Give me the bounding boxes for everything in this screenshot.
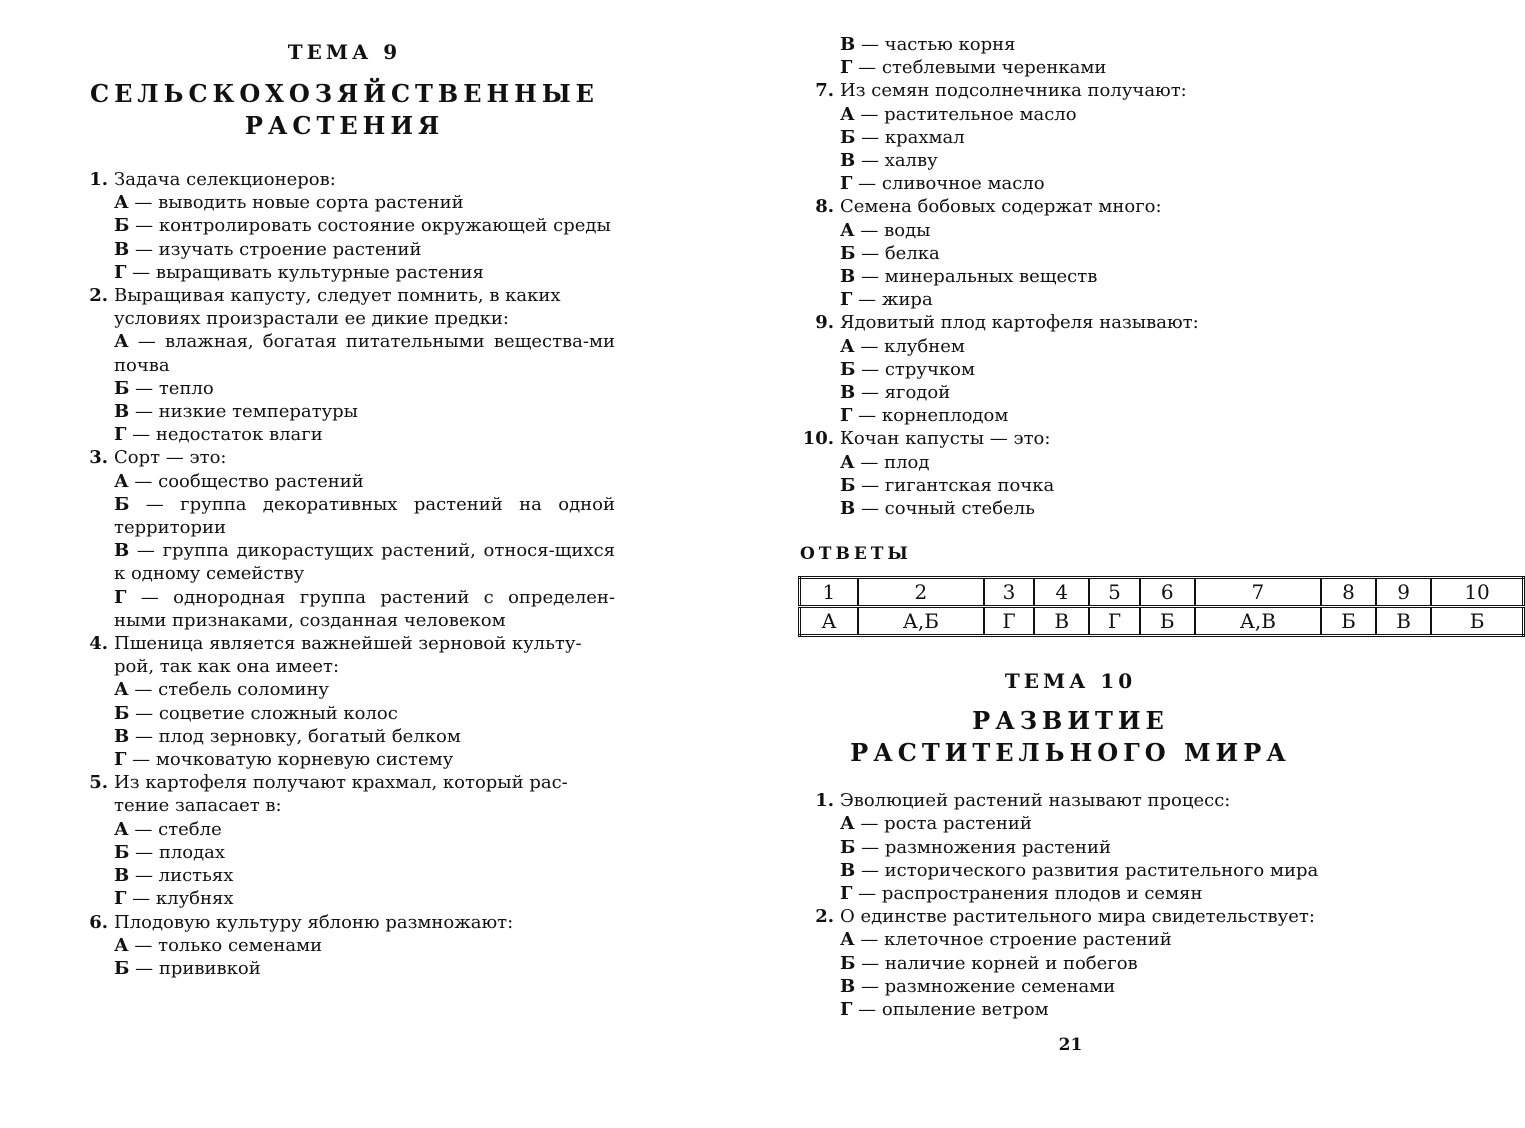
option-text: — корнеплодом: [852, 405, 1009, 427]
question-text: Эволюцией растений называют процесс:: [840, 790, 1231, 812]
option-letter: Б: [114, 841, 130, 863]
option-letter: А: [114, 679, 129, 701]
option: [114, 934, 615, 957]
option-letter: Г: [840, 57, 853, 79]
option-text: — изучать строение растений: [129, 238, 422, 260]
theme-title: [72, 78, 617, 142]
option: [840, 497, 1343, 520]
option-text: — воды: [854, 219, 931, 241]
option: [114, 470, 615, 493]
question-text: Семена бобовых содержат много:: [840, 196, 1162, 218]
option-letter: В: [114, 401, 130, 423]
option: [840, 975, 1343, 998]
option-text: — растительное масло: [854, 103, 1077, 125]
option-text: — минеральных веществ: [855, 266, 1098, 288]
question: [72, 168, 615, 284]
option-text: — прививкой: [129, 957, 261, 979]
option-letter: Г: [114, 586, 127, 608]
question: [798, 311, 1343, 427]
question-text: Сорт — это:: [114, 447, 227, 469]
option-text: — тепло: [129, 377, 214, 399]
question-number-cell: 5: [1089, 578, 1139, 607]
option-text: — клубнем: [854, 335, 965, 357]
answer-cell: Б: [1431, 607, 1523, 636]
option: [114, 238, 615, 261]
option: [114, 330, 615, 376]
option: [840, 242, 1343, 265]
option-letter: А: [114, 818, 129, 840]
theme-title: [798, 705, 1343, 769]
option: [114, 377, 615, 400]
option: [840, 126, 1343, 149]
option-letter: Б: [114, 957, 130, 979]
question-number-cell: 4: [1034, 578, 1089, 607]
option-text: — гигантская почка: [855, 474, 1055, 496]
answer-cell: В: [1376, 607, 1431, 636]
option-text: — сочный стебель: [855, 498, 1035, 520]
option: [840, 451, 1343, 474]
option-text: — группа декоративных растений на одной территории: [114, 493, 615, 539]
option-letter: Г: [114, 424, 127, 446]
option-letter: Г: [840, 883, 853, 905]
option: [840, 288, 1343, 311]
question-number-cell: 7: [1195, 578, 1321, 607]
answer-cell: Г: [984, 607, 1034, 636]
option-text: — стебель соломину: [128, 679, 330, 701]
option-text: — мочковатую корневую систему: [126, 749, 454, 771]
option: [840, 928, 1343, 951]
option-letter: Б: [840, 836, 856, 858]
question-number-cell: 2: [858, 578, 984, 607]
option-text: — наличие корней и побегов: [855, 952, 1138, 974]
option-text: — халву: [855, 150, 938, 172]
option-letter: В: [114, 238, 130, 260]
answer-cell: Г: [1089, 607, 1139, 636]
option: [114, 725, 615, 748]
option-letter: Б: [114, 702, 130, 724]
option-letter: В: [840, 382, 856, 404]
question-number: 3.: [89, 447, 108, 469]
option-text: — сливочное масло: [852, 173, 1045, 195]
option-text: — группа дикорастущих растений, относя-щихся к одному семейству: [114, 540, 615, 585]
option: [114, 818, 615, 841]
answers-numbers-row: [800, 578, 1524, 607]
question-number: 2.: [815, 906, 834, 928]
option: [114, 678, 615, 701]
option-letter: А: [840, 335, 855, 357]
option-letter: Г: [114, 261, 127, 283]
option: [840, 149, 1343, 172]
option-letter: Б: [114, 377, 130, 399]
option: [840, 381, 1343, 404]
question-list: [798, 789, 1343, 1021]
option-text: — ягодой: [855, 382, 951, 404]
option-letter: В: [840, 34, 856, 55]
option-letter: А: [114, 331, 129, 353]
question-number: 9.: [815, 312, 834, 334]
answer-cell: А,Б: [858, 607, 984, 636]
left-page: [72, 0, 617, 980]
answer-cell: Б: [1321, 607, 1376, 636]
question: [72, 446, 615, 632]
option: [840, 952, 1343, 975]
option-letter: Г: [114, 749, 127, 771]
option: [840, 33, 1343, 56]
question: [798, 427, 1343, 520]
option: [114, 841, 615, 864]
option-text: — роста растений: [854, 813, 1032, 835]
question-text: Из картофеля получают крахмал, который рас-тение запасает в:: [114, 772, 568, 817]
answer-cell: А,В: [1195, 607, 1321, 636]
answer-cell: В: [1034, 607, 1089, 636]
option-letter: В: [114, 540, 130, 562]
option-text: — опыление ветром: [852, 999, 1049, 1021]
option-letter: В: [840, 859, 856, 881]
option-letter: А: [840, 929, 855, 951]
question-text: Плодовую культуру яблоню размножают:: [114, 911, 514, 933]
question: [72, 771, 615, 910]
option-text: — влажная, богатая питательными вещества-ми почва: [114, 331, 615, 376]
answer-cell: А: [800, 607, 858, 636]
option-text: — клубнях: [126, 888, 234, 910]
option-text: — однородная группа растений с определен-ными признаками, созданная человеком: [114, 586, 615, 631]
option-letter: Г: [840, 405, 853, 427]
option: [840, 836, 1343, 859]
option-text: — плод: [854, 451, 930, 473]
option-text: — недостаток влаги: [126, 424, 323, 446]
option: [114, 887, 615, 910]
question-number: 2.: [89, 285, 108, 307]
question-list: [798, 79, 1343, 520]
option: [114, 214, 615, 237]
option: [114, 957, 615, 980]
option: [840, 474, 1343, 497]
option-letter: В: [114, 725, 130, 747]
option-letter: А: [114, 470, 129, 492]
option-letter: Б: [840, 952, 856, 974]
option-letter: Б: [114, 215, 130, 237]
option: [114, 702, 615, 725]
theme-title-line: РАЗВИТИЕ: [972, 706, 1169, 736]
question-number: 8.: [815, 196, 834, 218]
question-number-cell: 8: [1321, 578, 1376, 607]
question-number-cell: 1: [800, 578, 858, 607]
right-page: [798, 0, 1490, 1056]
option: [114, 539, 615, 585]
option-letter: В: [840, 498, 856, 520]
option-text: — жира: [852, 289, 933, 311]
question-number-cell: 10: [1431, 578, 1523, 607]
option-text: — контролировать состояние окружающей среды: [129, 215, 611, 237]
option-text: — крахмал: [855, 126, 965, 148]
option-letter: А: [114, 934, 129, 956]
option-text: — соцветие сложный колос: [129, 702, 398, 724]
question-number-cell: 9: [1376, 578, 1431, 607]
option: [114, 423, 615, 446]
option: [840, 56, 1343, 79]
option: [114, 864, 615, 887]
question-number-cell: 3: [984, 578, 1034, 607]
option: [840, 172, 1343, 195]
option-letter: В: [840, 150, 856, 172]
answers-label: ОТВЕТЫ: [800, 544, 912, 565]
option-letter: В: [840, 266, 856, 288]
question: [798, 195, 1343, 311]
question-number: 1.: [815, 790, 834, 812]
question-text: Из семян подсолнечника получают:: [840, 80, 1187, 102]
option-text: — плод зерновку, богатый белком: [129, 725, 461, 747]
option-text: — стебле: [128, 818, 222, 840]
option: [114, 261, 615, 284]
option-text: — клеточное строение растений: [854, 929, 1172, 951]
option-text: — стручком: [855, 358, 975, 380]
option-letter: Г: [840, 289, 853, 311]
question-text: Выращивая капусту, следует помнить, в каких условиях произрастали ее дикие предки:: [114, 285, 561, 330]
option: [114, 493, 615, 539]
option: [840, 103, 1343, 126]
theme-title-line: СЕЛЬСКОХОЗЯЙСТВЕННЫЕ: [90, 79, 599, 108]
question: [798, 789, 1343, 905]
answer-cell: Б: [1140, 607, 1195, 636]
option: [840, 404, 1343, 427]
option-text: — стеблевыми черенками: [852, 57, 1107, 79]
option: [840, 812, 1343, 835]
theme-label: ТЕМА 10: [1004, 669, 1137, 694]
option-text: — исторического развития растительного мира: [855, 859, 1319, 881]
option-letter: В: [114, 865, 130, 887]
question-list: [72, 168, 617, 980]
option-text: — выводить новые сорта растений: [128, 192, 464, 214]
theme-title-line: РАСТИТЕЛЬНОГО МИРА: [850, 738, 1291, 768]
option-text: — только семенами: [128, 934, 323, 956]
option: [114, 191, 615, 214]
question: [72, 284, 615, 446]
question: [798, 905, 1343, 1021]
question-number: 7.: [815, 80, 834, 102]
answers-table: [798, 576, 1525, 637]
option: [840, 219, 1343, 242]
option-letter: Б: [840, 242, 856, 264]
theme-title-line: РАСТЕНИЯ: [244, 111, 445, 140]
option-text: — выращивать культурные растения: [126, 261, 484, 283]
option-text: — листьях: [129, 865, 234, 887]
option: [114, 586, 615, 632]
question-number: 5.: [89, 772, 108, 794]
continued-options: [798, 33, 1343, 79]
answers-values-row: [800, 607, 1524, 636]
option-text: — распространения плодов и семян: [852, 883, 1203, 905]
question-text: Ядовитый плод картофеля называют:: [840, 312, 1199, 334]
option-text: — плодах: [129, 841, 226, 863]
option-letter: Г: [114, 888, 127, 910]
option-letter: А: [840, 219, 855, 241]
option-letter: Б: [840, 126, 856, 148]
option-letter: А: [840, 451, 855, 473]
question-text: Кочан капусты — это:: [840, 428, 1051, 450]
theme-label: ТЕМА 9: [287, 40, 402, 64]
question-number: 1.: [89, 169, 108, 190]
option-letter: Б: [840, 358, 856, 380]
page-number: 21: [1058, 1035, 1083, 1056]
option: [114, 400, 615, 423]
option-letter: Б: [840, 474, 856, 496]
option-letter: Г: [840, 999, 853, 1021]
option-text: — размножения растений: [855, 836, 1111, 858]
option-letter: А: [840, 813, 855, 835]
question-text: Пшеница является важнейшей зерновой культу-рой, так как она имеет:: [114, 633, 582, 678]
question-text: Задача селекционеров:: [114, 169, 336, 190]
question-number: 4.: [89, 633, 108, 655]
option-text: — размножение семенами: [855, 975, 1116, 997]
option-letter: А: [114, 192, 129, 214]
option-text: — низкие температуры: [129, 401, 359, 423]
question: [72, 632, 615, 771]
option: [840, 998, 1343, 1021]
question-number: 6.: [89, 911, 108, 933]
question-number: 10.: [802, 428, 834, 450]
option: [840, 882, 1343, 905]
option: [840, 358, 1343, 381]
option: [840, 859, 1343, 882]
option-letter: Б: [114, 493, 130, 515]
question-text: О единстве растительного мира свидетельствует:: [840, 906, 1315, 928]
option: [840, 265, 1343, 288]
option-text: — сообщество растений: [128, 470, 364, 492]
option: [840, 335, 1343, 358]
option-text: — частью корня: [855, 34, 1016, 55]
option-letter: А: [840, 103, 855, 125]
option: [114, 748, 615, 771]
option-letter: Г: [840, 173, 853, 195]
option-text: — белка: [855, 242, 940, 264]
question: [72, 911, 615, 981]
option-letter: В: [840, 975, 856, 997]
question: [798, 79, 1343, 195]
question-number-cell: 6: [1140, 578, 1195, 607]
